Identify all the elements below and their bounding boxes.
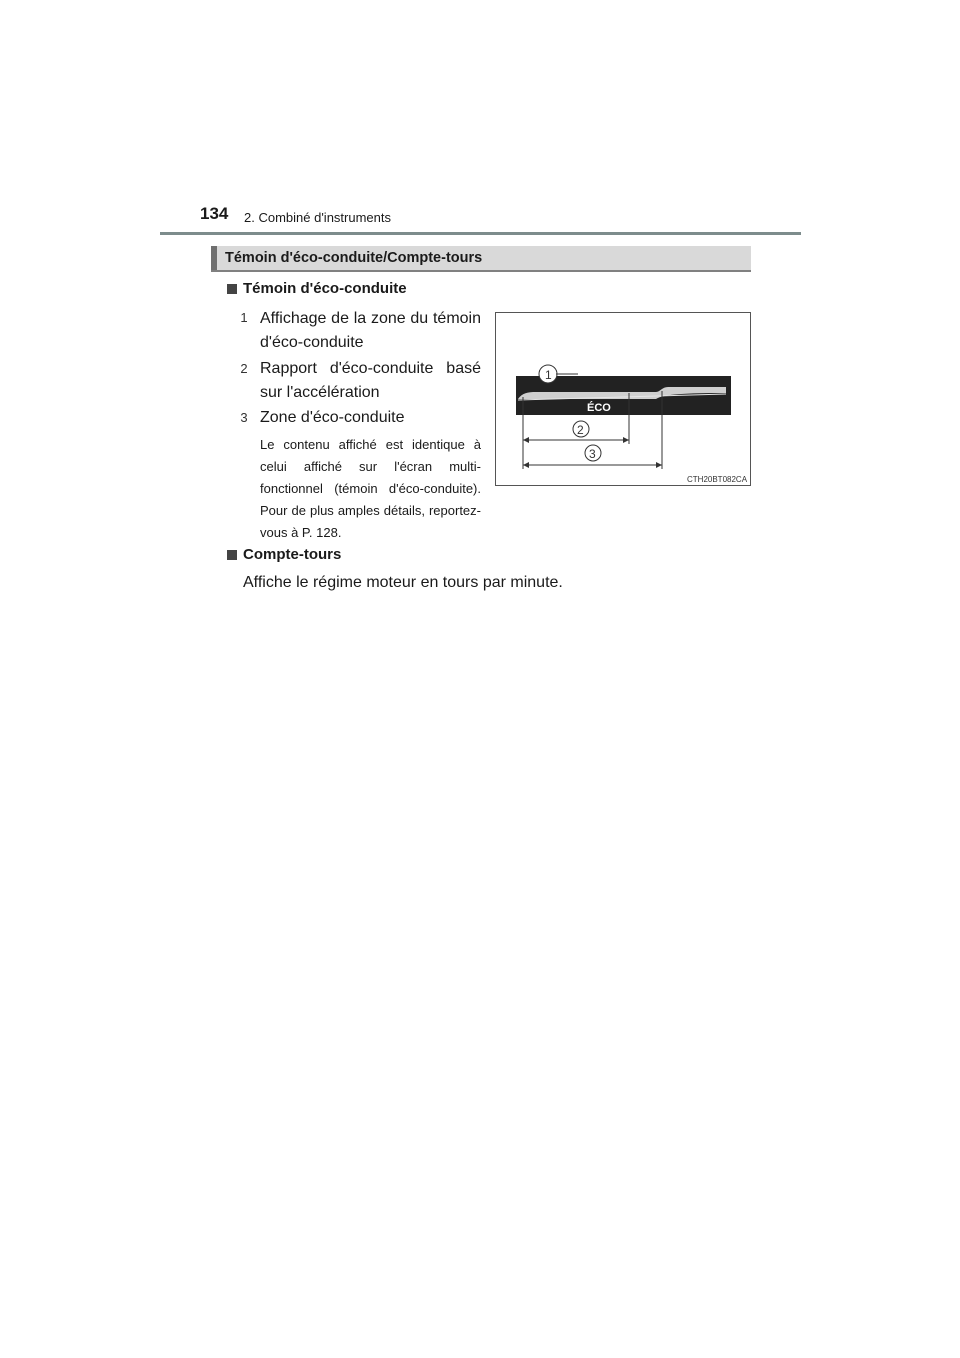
chapter-title: 2. Combiné d'instruments: [244, 210, 391, 225]
figure-code: CTH20BT082CA: [687, 475, 748, 484]
callout-1-label: 1: [545, 368, 552, 382]
item-number-2: 2: [240, 361, 248, 376]
square-bullet-icon: [227, 550, 237, 560]
page-number: 134: [200, 204, 229, 223]
item-text-3: Zone d'éco-conduite: [260, 409, 405, 426]
item-text-1: Affichage de la zone du témoin d'éco-conduite: [260, 310, 481, 351]
item-number-1: 1: [240, 310, 248, 325]
callout-2-label: 2: [577, 423, 584, 437]
item-text-2: Rapport d'éco-conduite basé sur l'accélération: [260, 360, 481, 401]
header-divider: [160, 232, 801, 235]
eco-indicator-heading: Témoin d'éco-conduite: [243, 280, 407, 297]
section-heading-bar: [211, 246, 217, 270]
section-heading: [211, 246, 751, 272]
eco-indicator-note: Le contenu affiché est identique à celui affiché sur l'écran multi-fonctionnel (témoin d'éco-conduite). Pour de plus amples détails, reportez-vous à P. 128.: [260, 437, 481, 540]
section-heading-title: Témoin d'éco-conduite/Compte-tours: [225, 250, 483, 266]
display-label: ÉCO: [587, 402, 611, 414]
eco-indicator-figure: [495, 312, 751, 486]
item-number-3: 3: [240, 410, 248, 425]
eco-indicator-illustration: [496, 313, 750, 485]
square-bullet-icon: [227, 284, 237, 294]
callout-3-label: 3: [589, 447, 596, 461]
tachometer-description: Affiche le régime moteur en tours par minute.: [243, 574, 563, 591]
tachometer-heading: Compte-tours: [243, 546, 342, 563]
